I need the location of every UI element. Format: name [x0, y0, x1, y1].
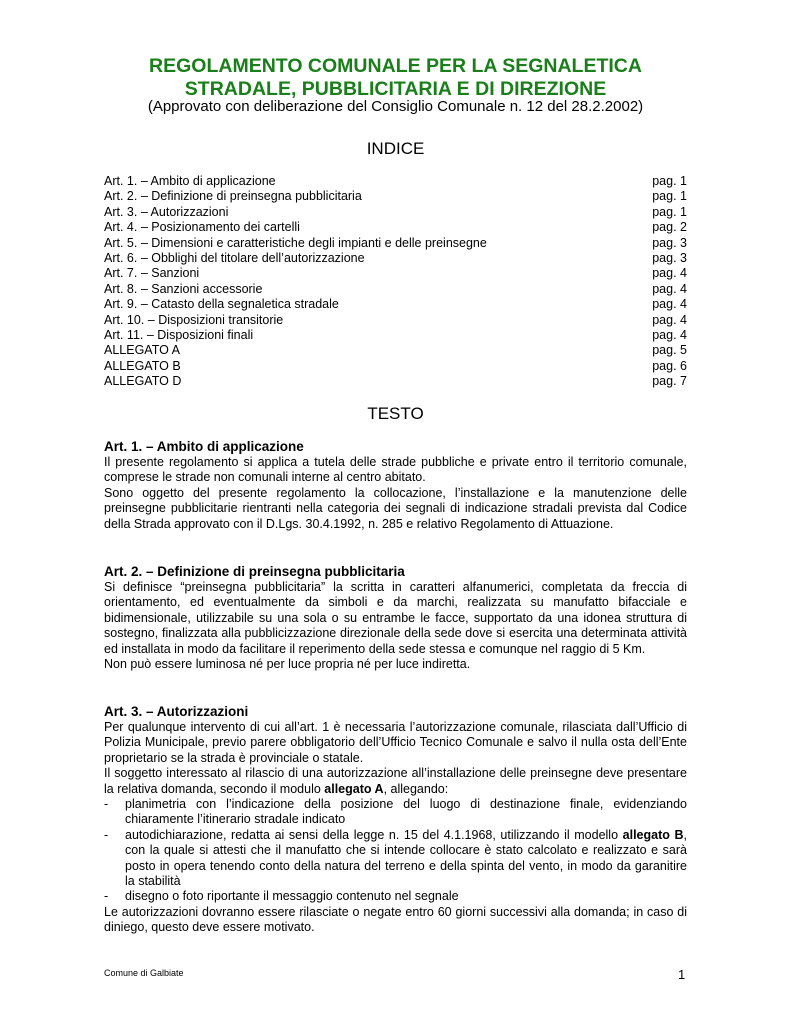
article-title: Art. 3. – Autorizzazioni [104, 704, 249, 719]
text-span: Il soggetto interessato al rilascio di una autorizzazione all’installazione delle preinsegne deve presentare la relativa domanda, secondo il modulo [104, 766, 687, 796]
toc-item-label: Art. 9. – Catasto della segnaletica stradale [104, 297, 339, 312]
article-2 [104, 563, 687, 672]
page-number: 1 [678, 967, 686, 982]
paragraph: Le autorizzazioni dovranno essere rilasciate o negate entro 60 giorni successivi alla domanda; in caso di diniego, questo deve essere motivato. [104, 904, 687, 935]
toc-item-page: pag. 4 [652, 327, 687, 342]
list-item-text: disegno o foto riportante il messaggio contenuto nel segnale [125, 889, 459, 904]
paragraph: Sono oggetto del presente regolamento la collocazione, l’installazione e la manutenzione delle preinsegne pubblicitarie rientranti nella categoria dei segnali di indicazione stradali prevista dal Codice della Strada approvato con il D.Lgs. 30.4.1992, n. 285 e relativo Regolamento di Attuazione. [104, 485, 687, 531]
toc-item-label: Art. 8. – Sanzioni accessorie [104, 281, 263, 296]
toc-item [104, 374, 687, 389]
toc-item-label: Art. 1. – Ambito di applicazione [104, 174, 276, 188]
footer-municipality: Comune di Galbiate [104, 968, 184, 978]
toc-item [104, 220, 687, 235]
bold-text: allegato B [622, 827, 684, 842]
text-span: , allegando: [383, 781, 449, 796]
text-heading: TESTO [367, 404, 424, 423]
toc-item [104, 189, 687, 204]
article-3 [104, 703, 687, 936]
toc-item-page: pag. 4 [652, 297, 687, 312]
paragraph [104, 766, 687, 797]
toc-item-label: ALLEGATO D [104, 374, 182, 389]
toc-item [104, 174, 687, 189]
toc-item-page: pag. 6 [652, 358, 687, 373]
dash-bullet: - [104, 889, 109, 904]
list-item-text: autodichiarazione, redatta ai sensi della legge n. 15 del 4.1.1968, utilizzando il modello [125, 827, 623, 842]
toc-item-label: Art. 10. – Disposizioni transitorie [104, 312, 284, 327]
bold-text: allegato A [324, 781, 384, 796]
list-item-text: , con la quale si attesti che il manufatto che si intende collocare è stato calcolato e realizzato e sarà posto in opera tenendo conto della natura del terreno e della spinta del vento, in modo da garanitire la stabilità [125, 827, 687, 889]
toc-item [104, 205, 687, 220]
toc-item-page: pag. 4 [652, 281, 687, 296]
toc-item-label: ALLEGATO A [104, 343, 180, 358]
toc-item [104, 343, 687, 358]
toc-item-page: pag. 1 [652, 174, 687, 188]
toc-item-label: Art. 5. – Dimensioni e caratteristiche degli impianti e delle preinsegne [104, 235, 487, 250]
toc-item-label: Art. 7. – Sanzioni [104, 266, 200, 281]
toc-item-label: Art. 3. – Autorizzazioni [104, 204, 229, 219]
paragraph: Non può essere luminosa né per luce propria né per luce indiretta. [104, 657, 471, 672]
toc-item-label: Art. 2. – Definizione di preinsegna pubblicitaria [104, 189, 362, 204]
toc-item [104, 328, 687, 343]
article-title: Art. 2. – Definizione di preinsegna pubblicitaria [104, 564, 405, 579]
requirements-list [104, 797, 687, 905]
list-item-text: planimetria con l’indicazione della posizione del luogo di destinazione finale, evidenziando chiaramente l’itinerario stradale indicato [125, 797, 687, 827]
toc-item-page: pag. 2 [652, 220, 687, 235]
toc-item-page: pag. 4 [652, 312, 687, 327]
paragraph: Il presente regolamento si applica a tutela delle strade pubbliche e private entro il territorio comunale, comprese le strade non comunali interne al centro abitato. [104, 455, 687, 485]
document-title-line2: STRADALE, PUBBLICITARIA E DI DIREZIONE [184, 78, 607, 100]
toc-item-page: pag. 5 [652, 343, 687, 358]
paragraph: Per qualunque intervento di cui all’art. 1 è necessaria l’autorizzazione comunale, rilasciata dall’Ufficio di Polizia Municipale, previo parere obbligatorio dell’Ufficio Tecnico Comunale e salvo il nulla osta dell’Ente proprietario se la strada è provinciale o statale. [104, 720, 687, 765]
document-subtitle: (Approvato con deliberazione del Consiglio Comunale n. 12 del 28.2.2002) [147, 98, 644, 115]
list-item [104, 828, 687, 890]
toc-item-label: ALLEGATO B [104, 358, 181, 373]
toc-item-page: pag. 3 [652, 235, 687, 250]
toc-item-label: Art. 6. – Obblighi del titolare dell’autorizzazione [104, 250, 365, 265]
table-of-contents [104, 174, 687, 389]
toc-item [104, 297, 687, 312]
toc-item [104, 251, 687, 266]
toc-item [104, 359, 687, 374]
toc-item-page: pag. 7 [652, 374, 687, 389]
dash-bullet: - [104, 797, 109, 812]
toc-item-page: pag. 1 [652, 204, 687, 219]
index-heading: INDICE [366, 139, 425, 158]
toc-item [104, 236, 687, 251]
toc-item-page: pag. 1 [652, 189, 687, 204]
toc-item-page: pag. 3 [652, 250, 687, 265]
paragraph: Si definisce “preinsegna pubblicitaria” la scritta in caratteri alfanumerici, completata da freccia di orientamento, ed eventualmente da simboli e da marchi, realizzata su manufatto bifacciale e bidimensionale, utilizzabile su una sola o su entrambe le facce, supportato da una idonea struttura di sostegno, finalizzata alla pubblicizzazione direzionale della sede dove si esercita una determinata attività ed installata in modo da facilitare il reperimento della sede stessa e comunque nel raggio di 5 Km. [104, 580, 687, 656]
article-1 [104, 438, 687, 532]
list-item [104, 889, 687, 904]
toc-item-label: Art. 11. – Disposizioni finali [104, 327, 254, 342]
toc-item [104, 282, 687, 297]
toc-item [104, 313, 687, 328]
list-item [104, 797, 687, 828]
article-title: Art. 1. – Ambito di applicazione [104, 439, 304, 454]
toc-item-label: Art. 4. – Posizionamento dei cartelli [104, 220, 300, 235]
toc-item-page: pag. 4 [652, 266, 687, 281]
dash-bullet: - [104, 827, 109, 842]
document-title-line1: REGOLAMENTO COMUNALE PER LA SEGNALETICA [149, 55, 642, 77]
toc-item [104, 266, 687, 281]
